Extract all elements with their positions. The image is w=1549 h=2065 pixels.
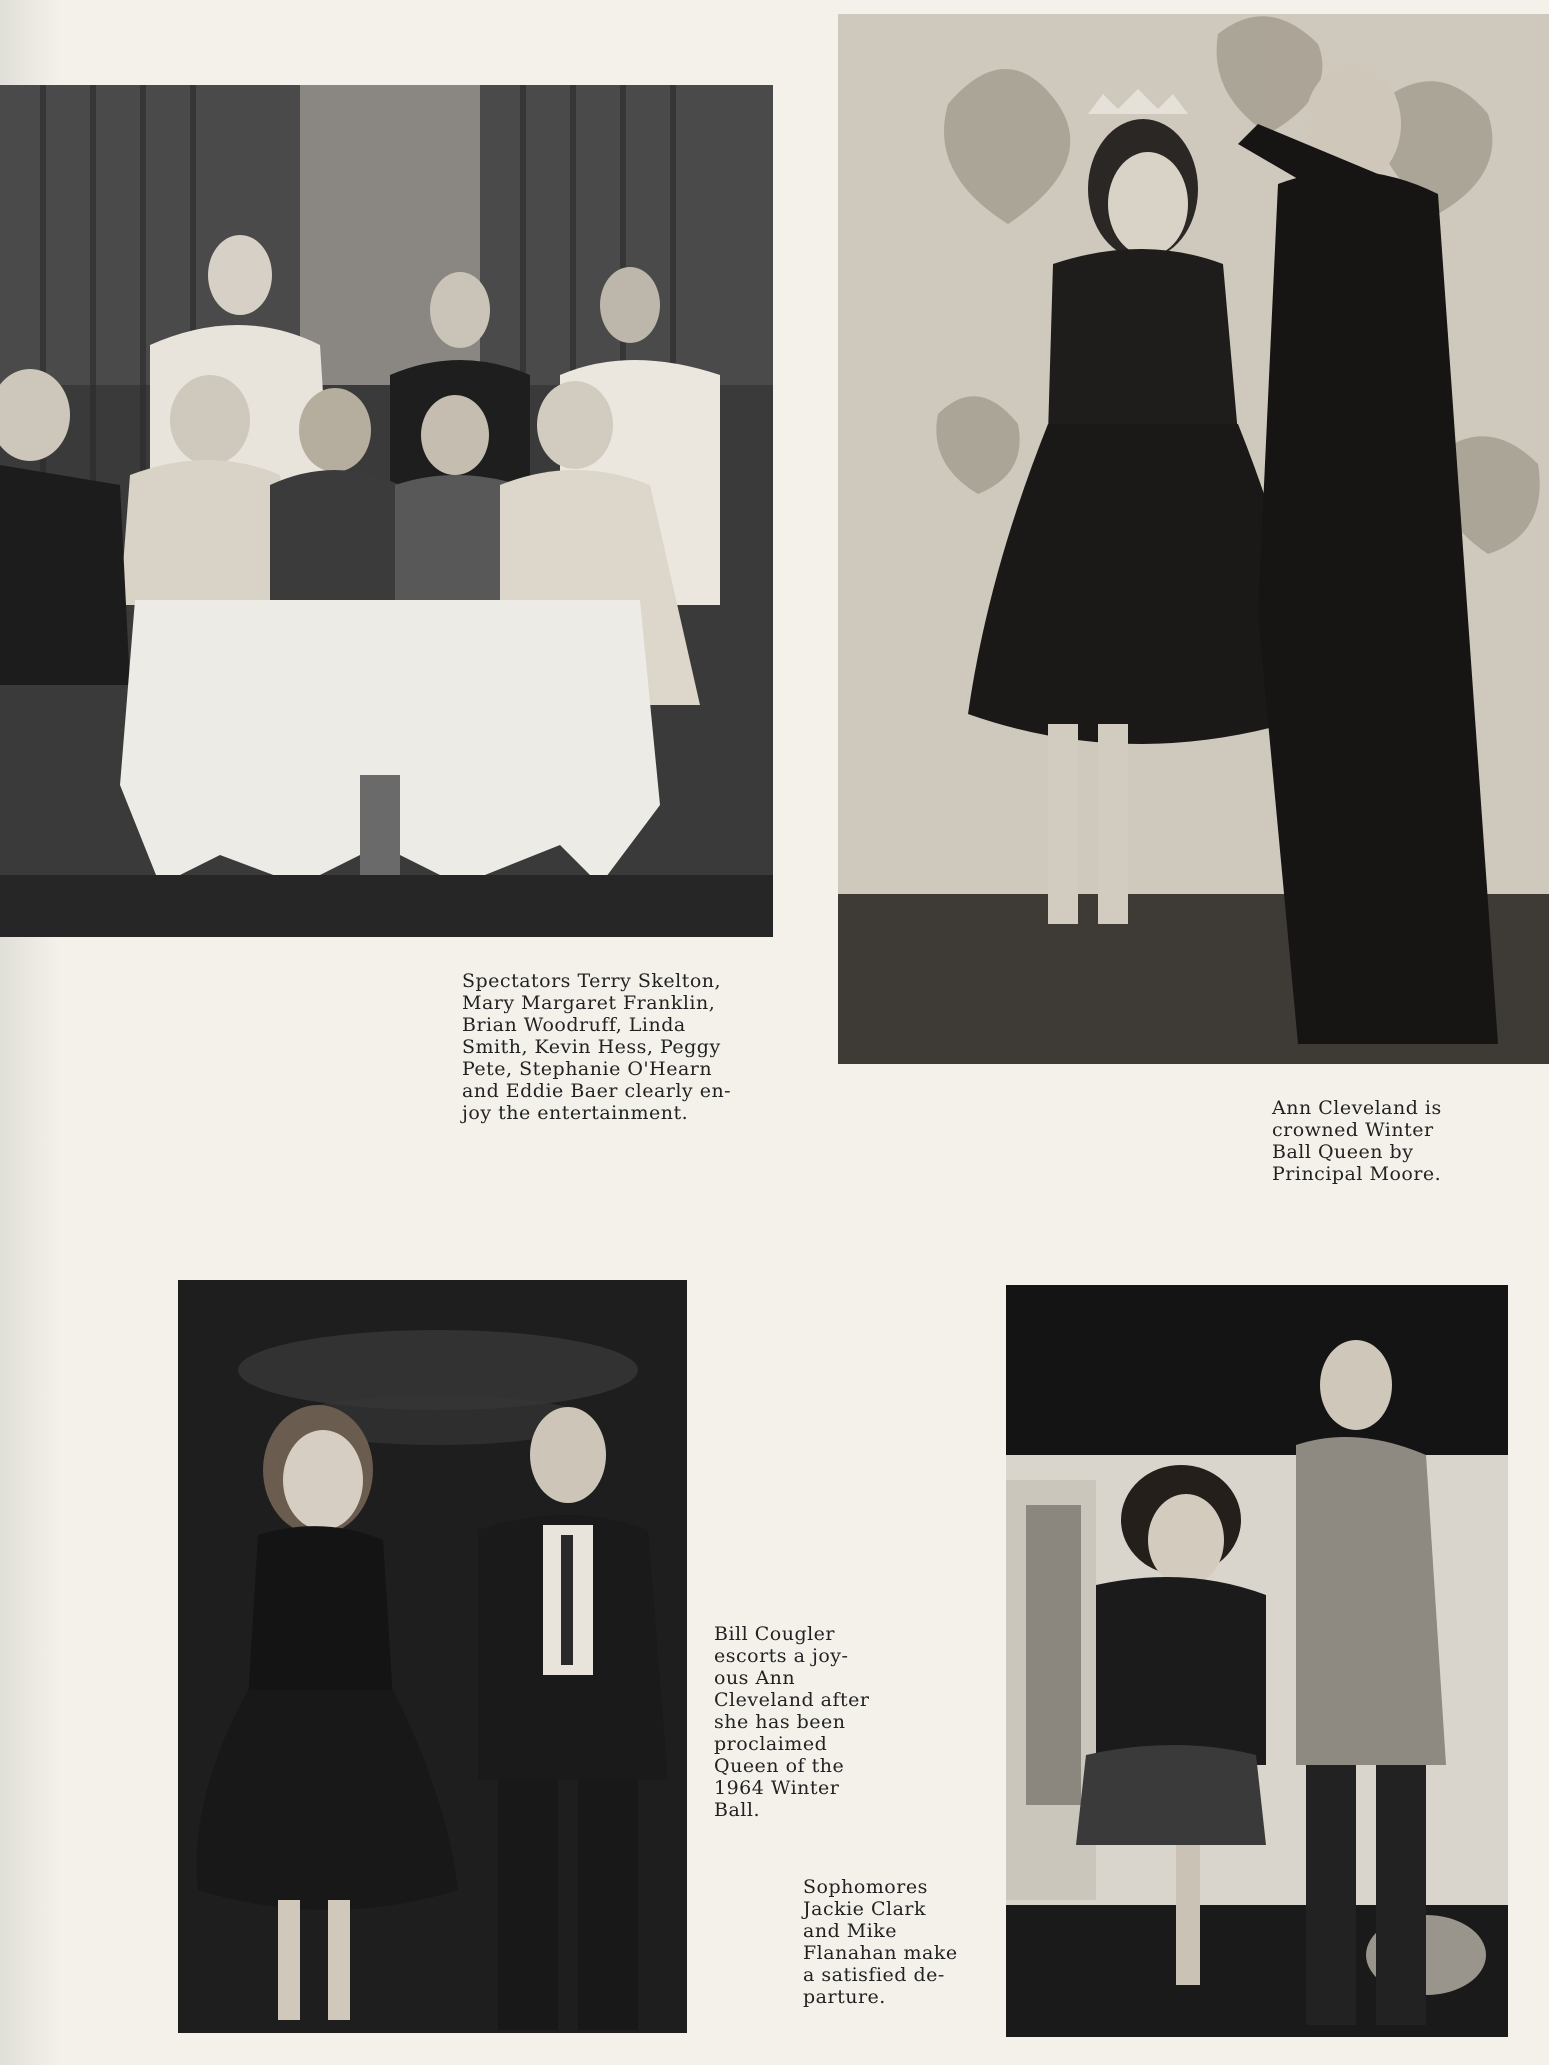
sophomores-caption: Sophomores Jackie Clark and Mike Flanahan make a satisfied de- parture. <box>803 1876 958 2008</box>
escort-photo <box>178 1280 687 2033</box>
spectators-caption: Spectators Terry Skelton, Mary Margaret Franklin, Brian Woodruff, Linda Smith, Kevin Hess, Peggy Pete, Stephanie O'Hearn and Eddie Baer clearly en- joy the entertainment. <box>462 970 732 1124</box>
spectators-photo <box>0 85 773 937</box>
crowning-photo <box>838 14 1549 1064</box>
crowning-caption: Ann Cleveland is crowned Winter Ball Queen by Principal Moore. <box>1272 1097 1442 1185</box>
escort-caption: Bill Cougler escorts a joy- ous Ann Cleveland after she has been proclaimed Queen of the 1964 Winter Ball. <box>714 1623 870 1821</box>
departure-photo <box>1006 1285 1508 2037</box>
